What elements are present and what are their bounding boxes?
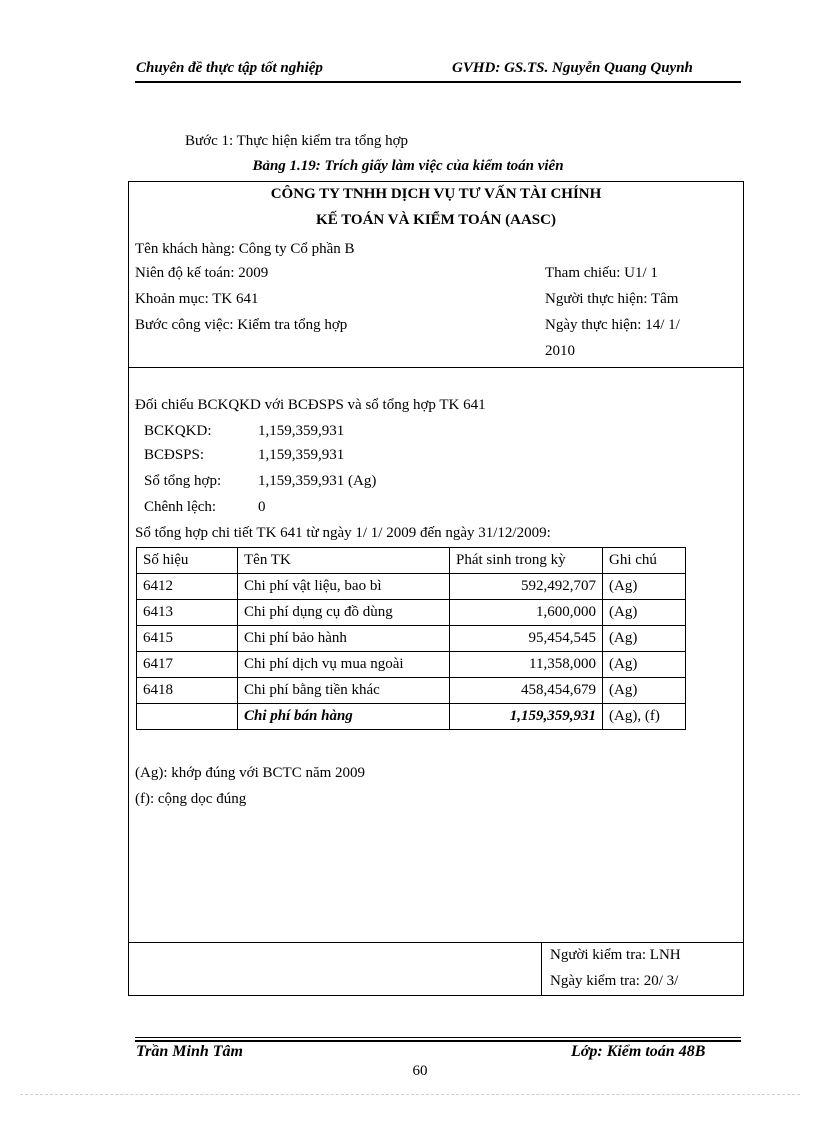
- header-right: GVHD: GS.TS. Nguyễn Quang Quynh: [452, 60, 693, 76]
- total-name: Chi phí bán hàng: [238, 704, 450, 730]
- account-name: Chi phí dụng cụ đồ dùng: [238, 600, 450, 626]
- footer-class: Lớp: Kiểm toán 48B: [571, 1043, 706, 1060]
- work-step: Bước công việc: Kiểm tra tổng hợp: [135, 317, 348, 333]
- recon-label: BCĐSPS:: [144, 447, 205, 463]
- footer-rule-2: [135, 1040, 741, 1042]
- total-amount: 1,159,359,931: [450, 704, 603, 730]
- table-row: [137, 678, 686, 704]
- review-divider: [541, 942, 542, 996]
- account-code: 6413: [137, 600, 238, 626]
- client-name: Tên khách hàng: Công ty Cổ phần B: [135, 241, 355, 257]
- account-amount: 11,358,000: [450, 652, 603, 678]
- recon-value: 1,159,359,931: [258, 447, 345, 463]
- preparer: Người thực hiện: Tâm: [545, 291, 679, 307]
- table-total-row: [137, 704, 686, 730]
- reviewer: Người kiểm tra: LNH: [550, 947, 681, 963]
- accounting-period: Niên độ kế toán: 2009: [135, 265, 269, 281]
- total-note: (Ag), (f): [603, 704, 686, 730]
- reconciliation-heading: Đối chiếu BCKQKD với BCĐSPS và sổ tổng hợp TK 641: [135, 397, 486, 413]
- account-note: (Ag): [603, 626, 686, 652]
- account-name: Chi phí bằng tiền khác: [238, 678, 450, 704]
- table-row: [137, 626, 686, 652]
- step-text: Bước 1: Thực hiện kiểm tra tổng hợp: [185, 133, 409, 149]
- account-code: 6415: [137, 626, 238, 652]
- recon-value: 1,159,359,931: [258, 423, 345, 439]
- account-code: 6417: [137, 652, 238, 678]
- detail-heading: Sổ tổng hợp chi tiết TK 641 từ ngày 1/ 1/ 2009 đến ngày 31/12/2009:: [135, 525, 551, 541]
- account-note: (Ag): [603, 678, 686, 704]
- account-note: (Ag): [603, 574, 686, 600]
- company-name-line2: KẾ TOÁN VÀ KIỂM TOÁN (AASC): [316, 212, 556, 228]
- account-amount: 1,600,000: [450, 600, 603, 626]
- account-code: 6412: [137, 574, 238, 600]
- table-row: [137, 600, 686, 626]
- account-name: Chi phí dịch vụ mua ngoài: [238, 652, 450, 678]
- header-left: Chuyên đề thực tập tốt nghiệp: [136, 60, 323, 76]
- header-note: Ghi chú: [603, 548, 686, 574]
- account-note: (Ag): [603, 652, 686, 678]
- account-name: Chi phí bảo hành: [238, 626, 450, 652]
- account-name: Chi phí vật liệu, bao bì: [238, 574, 450, 600]
- account-item: Khoản mục: TK 641: [135, 291, 259, 307]
- page-number: 60: [412, 1063, 428, 1079]
- note-ag: (Ag): khớp đúng với BCTC năm 2009: [135, 765, 366, 781]
- account-amount: 458,454,679: [450, 678, 603, 704]
- header-code: Số hiệu: [137, 548, 238, 574]
- table-row: [137, 574, 686, 600]
- account-detail-table: [136, 547, 686, 730]
- recon-label: Chênh lệch:: [144, 499, 217, 515]
- prepared-date: Ngày thực hiện: 14/ 1/: [545, 317, 680, 333]
- recon-label: BCKQKD:: [144, 423, 212, 439]
- total-code: [137, 704, 238, 730]
- account-note: (Ag): [603, 600, 686, 626]
- recon-value: 0: [258, 499, 266, 515]
- account-code: 6418: [137, 678, 238, 704]
- prepared-year: 2010: [545, 343, 575, 359]
- header-name: Tên TK: [238, 548, 450, 574]
- recon-label: Sổ tổng hợp:: [144, 473, 222, 489]
- reference: Tham chiếu: U1/ 1: [545, 265, 658, 281]
- account-amount: 592,492,707: [450, 574, 603, 600]
- page-bottom-dashes: [20, 1094, 800, 1095]
- table-caption: Bảng 1.19: Trích giấy làm việc của kiểm toán viên: [252, 158, 564, 174]
- footer-author: Trần Minh Tâm: [136, 1043, 243, 1060]
- account-amount: 95,454,545: [450, 626, 603, 652]
- header-amount: Phát sinh trong kỳ: [450, 548, 603, 574]
- table-row: [137, 652, 686, 678]
- review-date: Ngày kiểm tra: 20/ 3/: [550, 973, 679, 989]
- recon-value: 1,159,359,931 (Ag): [258, 473, 377, 489]
- note-f: (f): cộng dọc đúng: [135, 791, 247, 807]
- header-rule: [135, 81, 741, 83]
- company-name-line1: CÔNG TY TNHH DỊCH VỤ TƯ VẤN TÀI CHÍNH: [270, 186, 602, 202]
- section-divider-top: [128, 367, 744, 368]
- footer-rule-1: [135, 1037, 741, 1038]
- table-header-row: [137, 548, 686, 574]
